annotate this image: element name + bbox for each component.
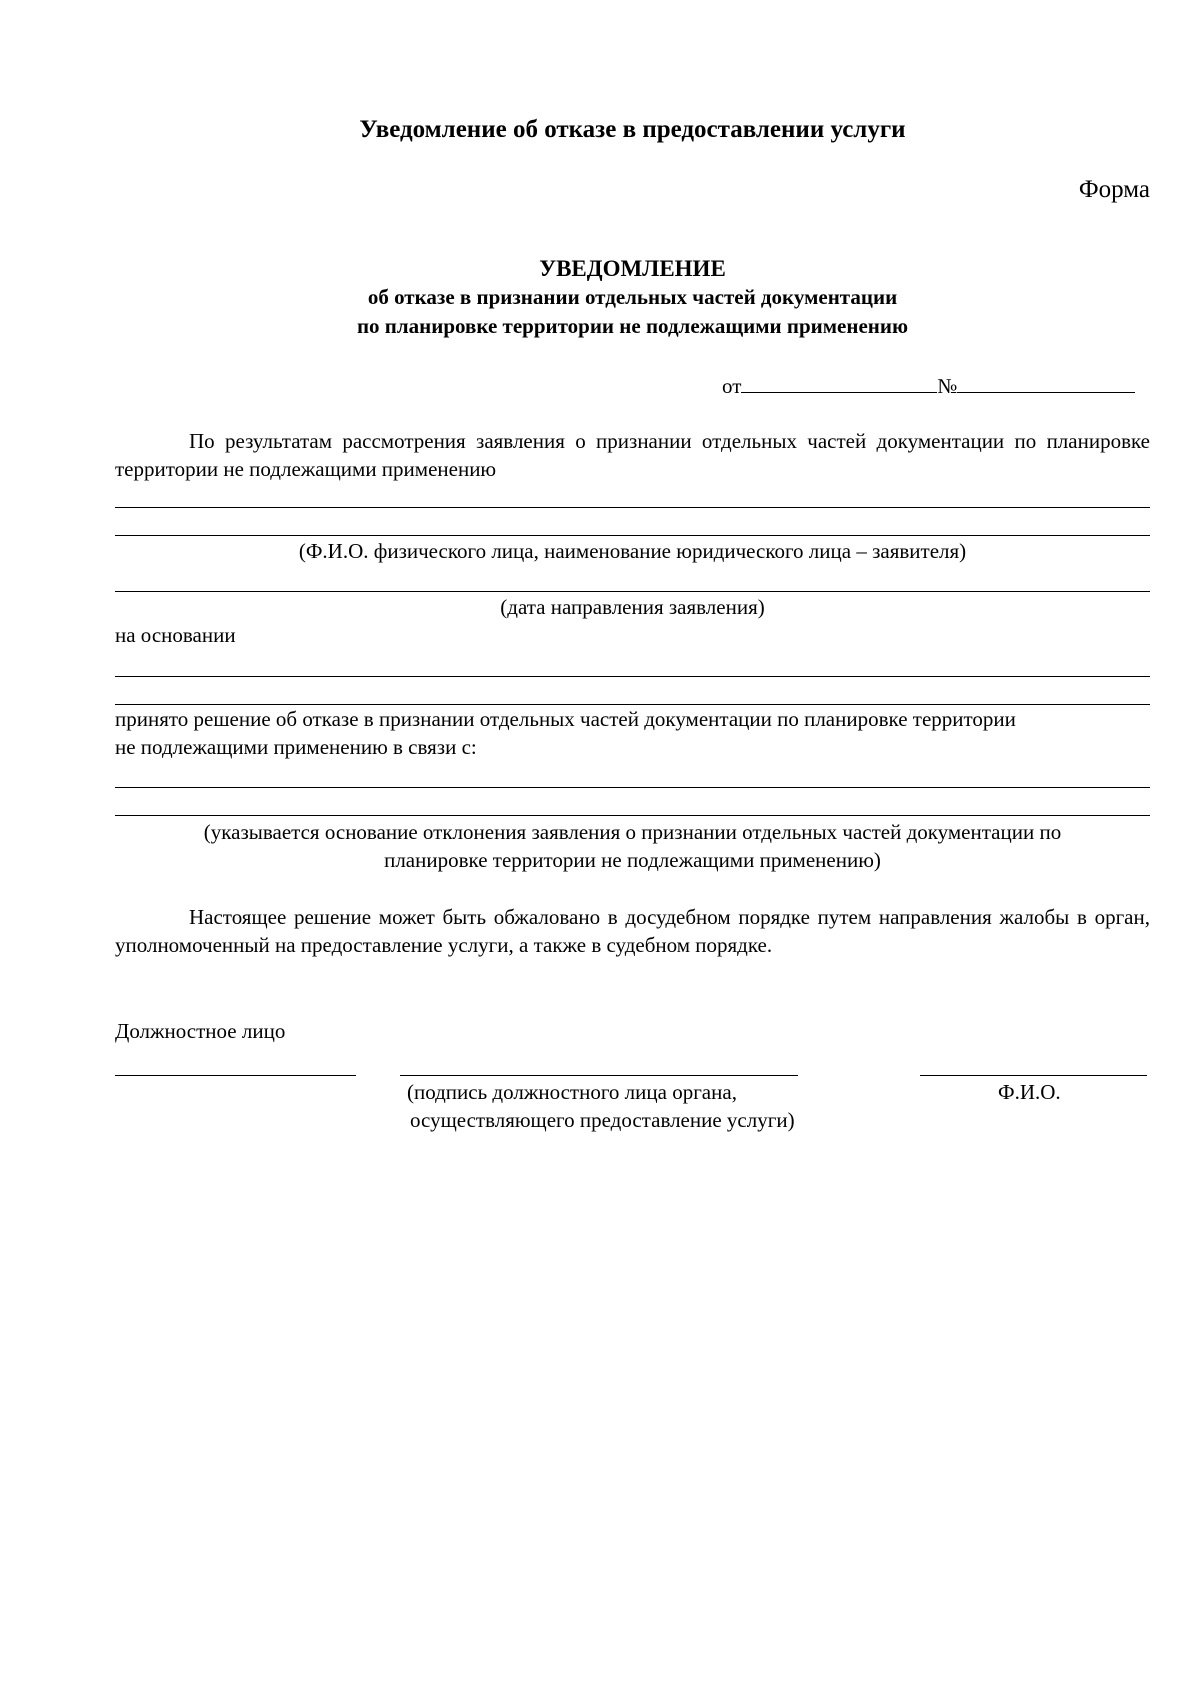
date-from-label: от: [722, 374, 742, 398]
application-date-caption: (дата направления заявления): [500, 595, 765, 619]
notice-subheading-line2: по планировке территории не подлежащими применению: [356, 314, 909, 338]
application-date-field-line[interactable]: [115, 591, 1150, 592]
decision-text-line1: принято решение об отказе в признании отдельных частей документации по планировке территории: [115, 707, 1016, 731]
position-field-line[interactable]: [115, 1075, 356, 1076]
intro-paragraph: По результатам рассмотрения заявления о признании отдельных частей документации по планировке территории не подлежащими применению: [115, 429, 1150, 481]
number-field[interactable]: [957, 372, 1135, 393]
signature-caption-line1: (подпись должностного лица органа,: [407, 1080, 737, 1104]
number-label: №: [937, 374, 958, 398]
reason-caption-line1: (указывается основание отклонения заявления о признании отдельных частей документации по: [203, 820, 1062, 844]
decision-text-line2: не подлежащими применению в связи с:: [115, 735, 477, 759]
reason-field-line-2[interactable]: [115, 815, 1150, 816]
signature-caption-line2: осуществляющего предоставление услуги): [410, 1108, 795, 1132]
basis-field-line-1[interactable]: [115, 676, 1150, 677]
official-label: Должностное лицо: [115, 1019, 286, 1043]
fio-field-line[interactable]: [920, 1075, 1147, 1076]
notice-subheading-line1: об отказе в признании отдельных частей документации: [367, 285, 898, 309]
form-label: Форма: [1078, 176, 1150, 203]
notice-heading: УВЕДОМЛЕНИЕ: [539, 256, 726, 281]
signature-field-line[interactable]: [400, 1075, 798, 1076]
reason-caption-line2: планировке территории не подлежащими применению): [384, 848, 881, 872]
applicant-field-line-2[interactable]: [115, 535, 1150, 536]
basis-label: на основании: [115, 623, 236, 647]
reason-field-line-1[interactable]: [115, 787, 1150, 788]
applicant-caption: (Ф.И.О. физического лица, наименование юридического лица – заявителя): [298, 539, 967, 563]
date-field[interactable]: [741, 372, 937, 393]
fio-caption: Ф.И.О.: [998, 1080, 1061, 1104]
date-number-line: [722, 372, 1135, 399]
document-title: Уведомление об отказе в предоставлении услуги: [359, 116, 906, 143]
applicant-field-line-1[interactable]: [115, 507, 1150, 508]
appeal-paragraph: Настоящее решение может быть обжаловано в досудебном порядке путем направления жалобы в орган, уполномоченный на предоставление услуги, а также в судебном порядке.: [115, 905, 1150, 957]
